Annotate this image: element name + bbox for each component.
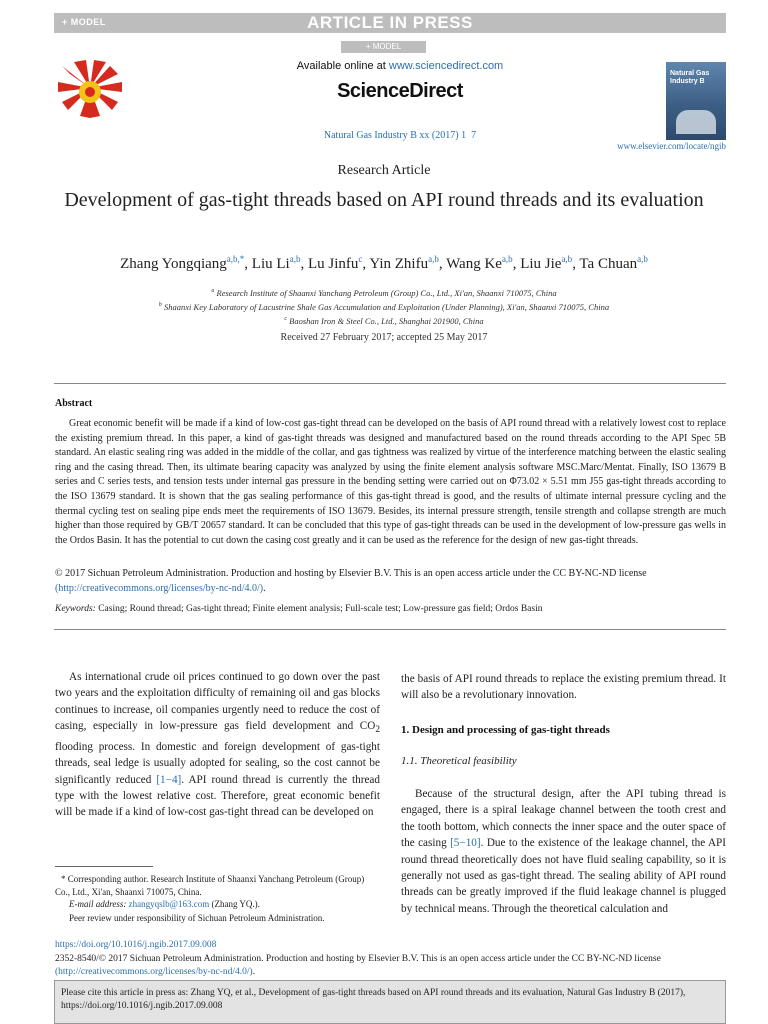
author-affiliation-mark[interactable]: a,b <box>501 254 513 264</box>
peer-review-note: Peer review under responsibility of Sichuan Petroleum Administration. <box>69 913 325 923</box>
sciencedirect-link[interactable]: www.sciencedirect.com <box>388 60 504 72</box>
journal-cover-image <box>666 62 726 140</box>
author-affiliation-mark[interactable]: a,b <box>428 254 439 264</box>
email-note: E-mail address: zhangyqslb@163.com (Zhang YQ.). <box>69 899 260 909</box>
article-type: Research Article <box>337 163 431 178</box>
journal-url-link[interactable]: www.elsevier.com/locate/ngib <box>617 141 726 151</box>
citation-box <box>54 980 726 1024</box>
author-name[interactable]: Wang Ke <box>446 256 502 272</box>
section-paragraph: Because of the structural design, after the API tubing thread is engaged, there is a spiral leakage channel between the tooth crest and the tooth bottom, which connects the inner space and the outer space of the casing [5−10]. Due to the existence of the leakage channel, the API round thread theoretically does not have fluid sealing capability, so it is generally not used as gas-tight thread. The sealing ability of API round threads can be greatly improved if the fluid leakage channel is plugged by technical means. Through the theoretical calculation and <box>401 788 726 915</box>
affiliation-line: $^a$ Research Institute of Shaanxi Yanchang Petroleum (Group) Co., Ltd., Xi'an, Shaanxi 710075, China <box>211 287 557 298</box>
author-name[interactable]: Liu Jie <box>520 256 562 272</box>
cover-title: Natural Gas Industry B <box>670 70 710 85</box>
citation-text: Please cite this article in press as: Zhang YQ, et al., Development of gas-tight threads based on API round threads and its evaluation, Natural Gas Industry B (2017), https://doi.org/10.1016/j.ngib.2017.09.008 <box>61 988 686 1011</box>
keywords <box>55 604 726 614</box>
affiliations <box>40 285 728 326</box>
intro-paragraph: As international crude oil prices continued to go down over the past two years and the exploitation difficulty of remaining oil and gas blocks continues to increase, oil companies urgently need to reduce the cost of casing, especially in low-pressure gas field development and $CO_2$ flooding process. In domestic and foreign development of gas-tight threads, seal ledge is usually adopted for sealing, so the cost cannot be significantly reduced [1−4]. API round thread is currently the thread type with the lowest relative cost. Therefore, great economic benefit will be made if a kind of low-cost gas-tight thread can be developed on <box>55 671 380 819</box>
reference-link[interactable]: [1−4] <box>156 773 182 786</box>
license-link[interactable]: (http://creativecommons.org/licenses/by-nc-nd/4.0/) <box>55 582 264 594</box>
divider <box>54 383 726 384</box>
abstract-heading: Abstract <box>55 398 93 409</box>
author-affiliation-mark[interactable]: a,b <box>289 254 301 264</box>
author-list: Zhang Yongqiang$^{a,b,*}$, Liu Li$^{a,b}$, Lu Jinfu$^c$, Yin Zhifu$^{a,b}$, Wang Ke$^{a,b}$, Liu Jie$^{a,b}$, Ta Chuan$^{a,b}$ <box>120 254 648 272</box>
section-heading: 1. Design and processing of gas-tight threads <box>401 724 610 736</box>
article-title: Development of gas-tight threads based on API round threads and its evaluation <box>64 189 704 211</box>
affiliation-line: $^c$ Baoshan Iron & Steel Co., Ltd., Shanghai 201900, China <box>284 315 484 326</box>
doi-link[interactable]: https://doi.org/10.1016/j.ngib.2017.09.008 <box>55 940 217 950</box>
author-affiliation-mark[interactable]: a,b <box>561 254 573 264</box>
subsection-heading: 1.1. Theoretical feasibility <box>401 755 517 767</box>
footnote-divider <box>55 866 153 867</box>
corresponding-author-note: * Corresponding author. Research Institute of Shaanxi Yanchang Petroleum (Group) Co., Ltd., Xi'an, Shaanxi 710075, China. <box>55 874 365 897</box>
journal-reference[interactable]: Natural Gas Industry B xx (2017) 1 7 <box>323 130 477 141</box>
author-affiliation-mark[interactable]: a,b,* <box>226 254 245 264</box>
license-link[interactable]: (http://creativecommons.org/licenses/by-nc-nd/4.0/) <box>55 966 253 977</box>
article-in-press-banner <box>54 13 726 33</box>
received-accepted-dates: Received 27 February 2017; accepted 25 May 2017 <box>280 332 488 343</box>
email-link[interactable]: zhangyqslb@163.com <box>128 899 210 909</box>
model-label: + MODEL <box>62 17 106 27</box>
abstract-copyright: © 2017 Sichuan Petroleum Administration. Production and hosting by Elsevier B.V. This is an open access article under the CC BY-NC-ND license (http://creativecommons.org/licenses/by-nc-nd/4.0/). <box>55 568 647 594</box>
affiliation-line: $^b$ Shaanxi Key Laboratory of Lacustrine Shale Gas Accumulation and Exploitation (Under Planning), Xi'an, Shaanxi 710075, China <box>158 301 610 312</box>
abstract-text: Great economic benefit will be made if a kind of low-cost gas-tight thread can be developed on the basis of API round thread with a relatively lowest cost to replace the existing premium thread. In this paper, a kind of gas-tight threads was designed and manufactured based on the round threads according to the API Spec 5B standard. An elastic sealing ring was added in the middle of the collar, and gas tightness was realized by virtue of the interference matching between the elastic sealing ring and the casing thread. Then, its ultimate bearing capacity was analyzed by using the finite element analysis software MSC.Marc/Mentat. Finally, ISO 13679 B series and C series tests, and tension tests under internal gas pressure in the bending setting were carried out on Φ73.02 × 5.51 mm J55 gas-tight threads according to the ISO 13679 standard. It is shown that the gas sealing performance of this gas-tight thread is good, and the results of ultimate internal pressure cycling and the thermal cycling test on sealing pipe ends meet the requirements of ISO 13679. Besides, its internal pressure strength, tensile strength and collapse strength are much higher than those required by GB/T 20657 standard. It can be concluded that this type of gas-tight threads can be used in the development of low-pressure gas wells in the Ordos Basin. It has the potential to cut down the casing cost greatly and it can be used as the reference for the design of new gas-tight threads. <box>55 418 726 546</box>
available-prefix: Available online at <box>296 60 389 72</box>
author-name[interactable]: Ta Chuan <box>579 256 638 272</box>
model-label-center: + MODEL <box>341 41 426 53</box>
article-status: ARTICLE IN PRESS <box>307 13 473 32</box>
cover-tank-graphic <box>676 110 716 134</box>
author-affiliation-mark[interactable]: a,b <box>637 254 648 264</box>
author-name[interactable]: Liu Li <box>251 256 290 272</box>
keywords-list: Casing; Round thread; Gas-tight thread; Finite element analysis; Full-scale test; Low-pressure gas field; Ordos Basin <box>98 604 543 614</box>
sciencedirect-brand: ScienceDirect <box>337 80 463 102</box>
petroleum-logo-icon <box>52 58 128 118</box>
keywords-label: Keywords: <box>55 604 96 614</box>
intro-paragraph-continued: the basis of API round threads to replace the existing premium thread. It will also be a revolutionary innovation. <box>401 673 726 702</box>
available-online <box>230 60 570 72</box>
reference-link[interactable]: [5−10] <box>450 837 481 850</box>
issn-copyright: 2352-8540/© 2017 Sichuan Petroleum Administration. Production and hosting by Elsevier B.V. This is an open access article under the CC BY-NC-ND license (http://creativecommons.org/licenses/by-nc-nd/4.0/). <box>55 954 661 977</box>
divider <box>54 629 726 630</box>
author-name[interactable]: Yin Zhifu <box>369 256 429 272</box>
author-name[interactable]: Lu Jinfu <box>307 256 359 272</box>
author-name[interactable]: Zhang Yongqiang <box>120 256 227 272</box>
author-affiliation-mark[interactable]: c <box>358 254 363 264</box>
